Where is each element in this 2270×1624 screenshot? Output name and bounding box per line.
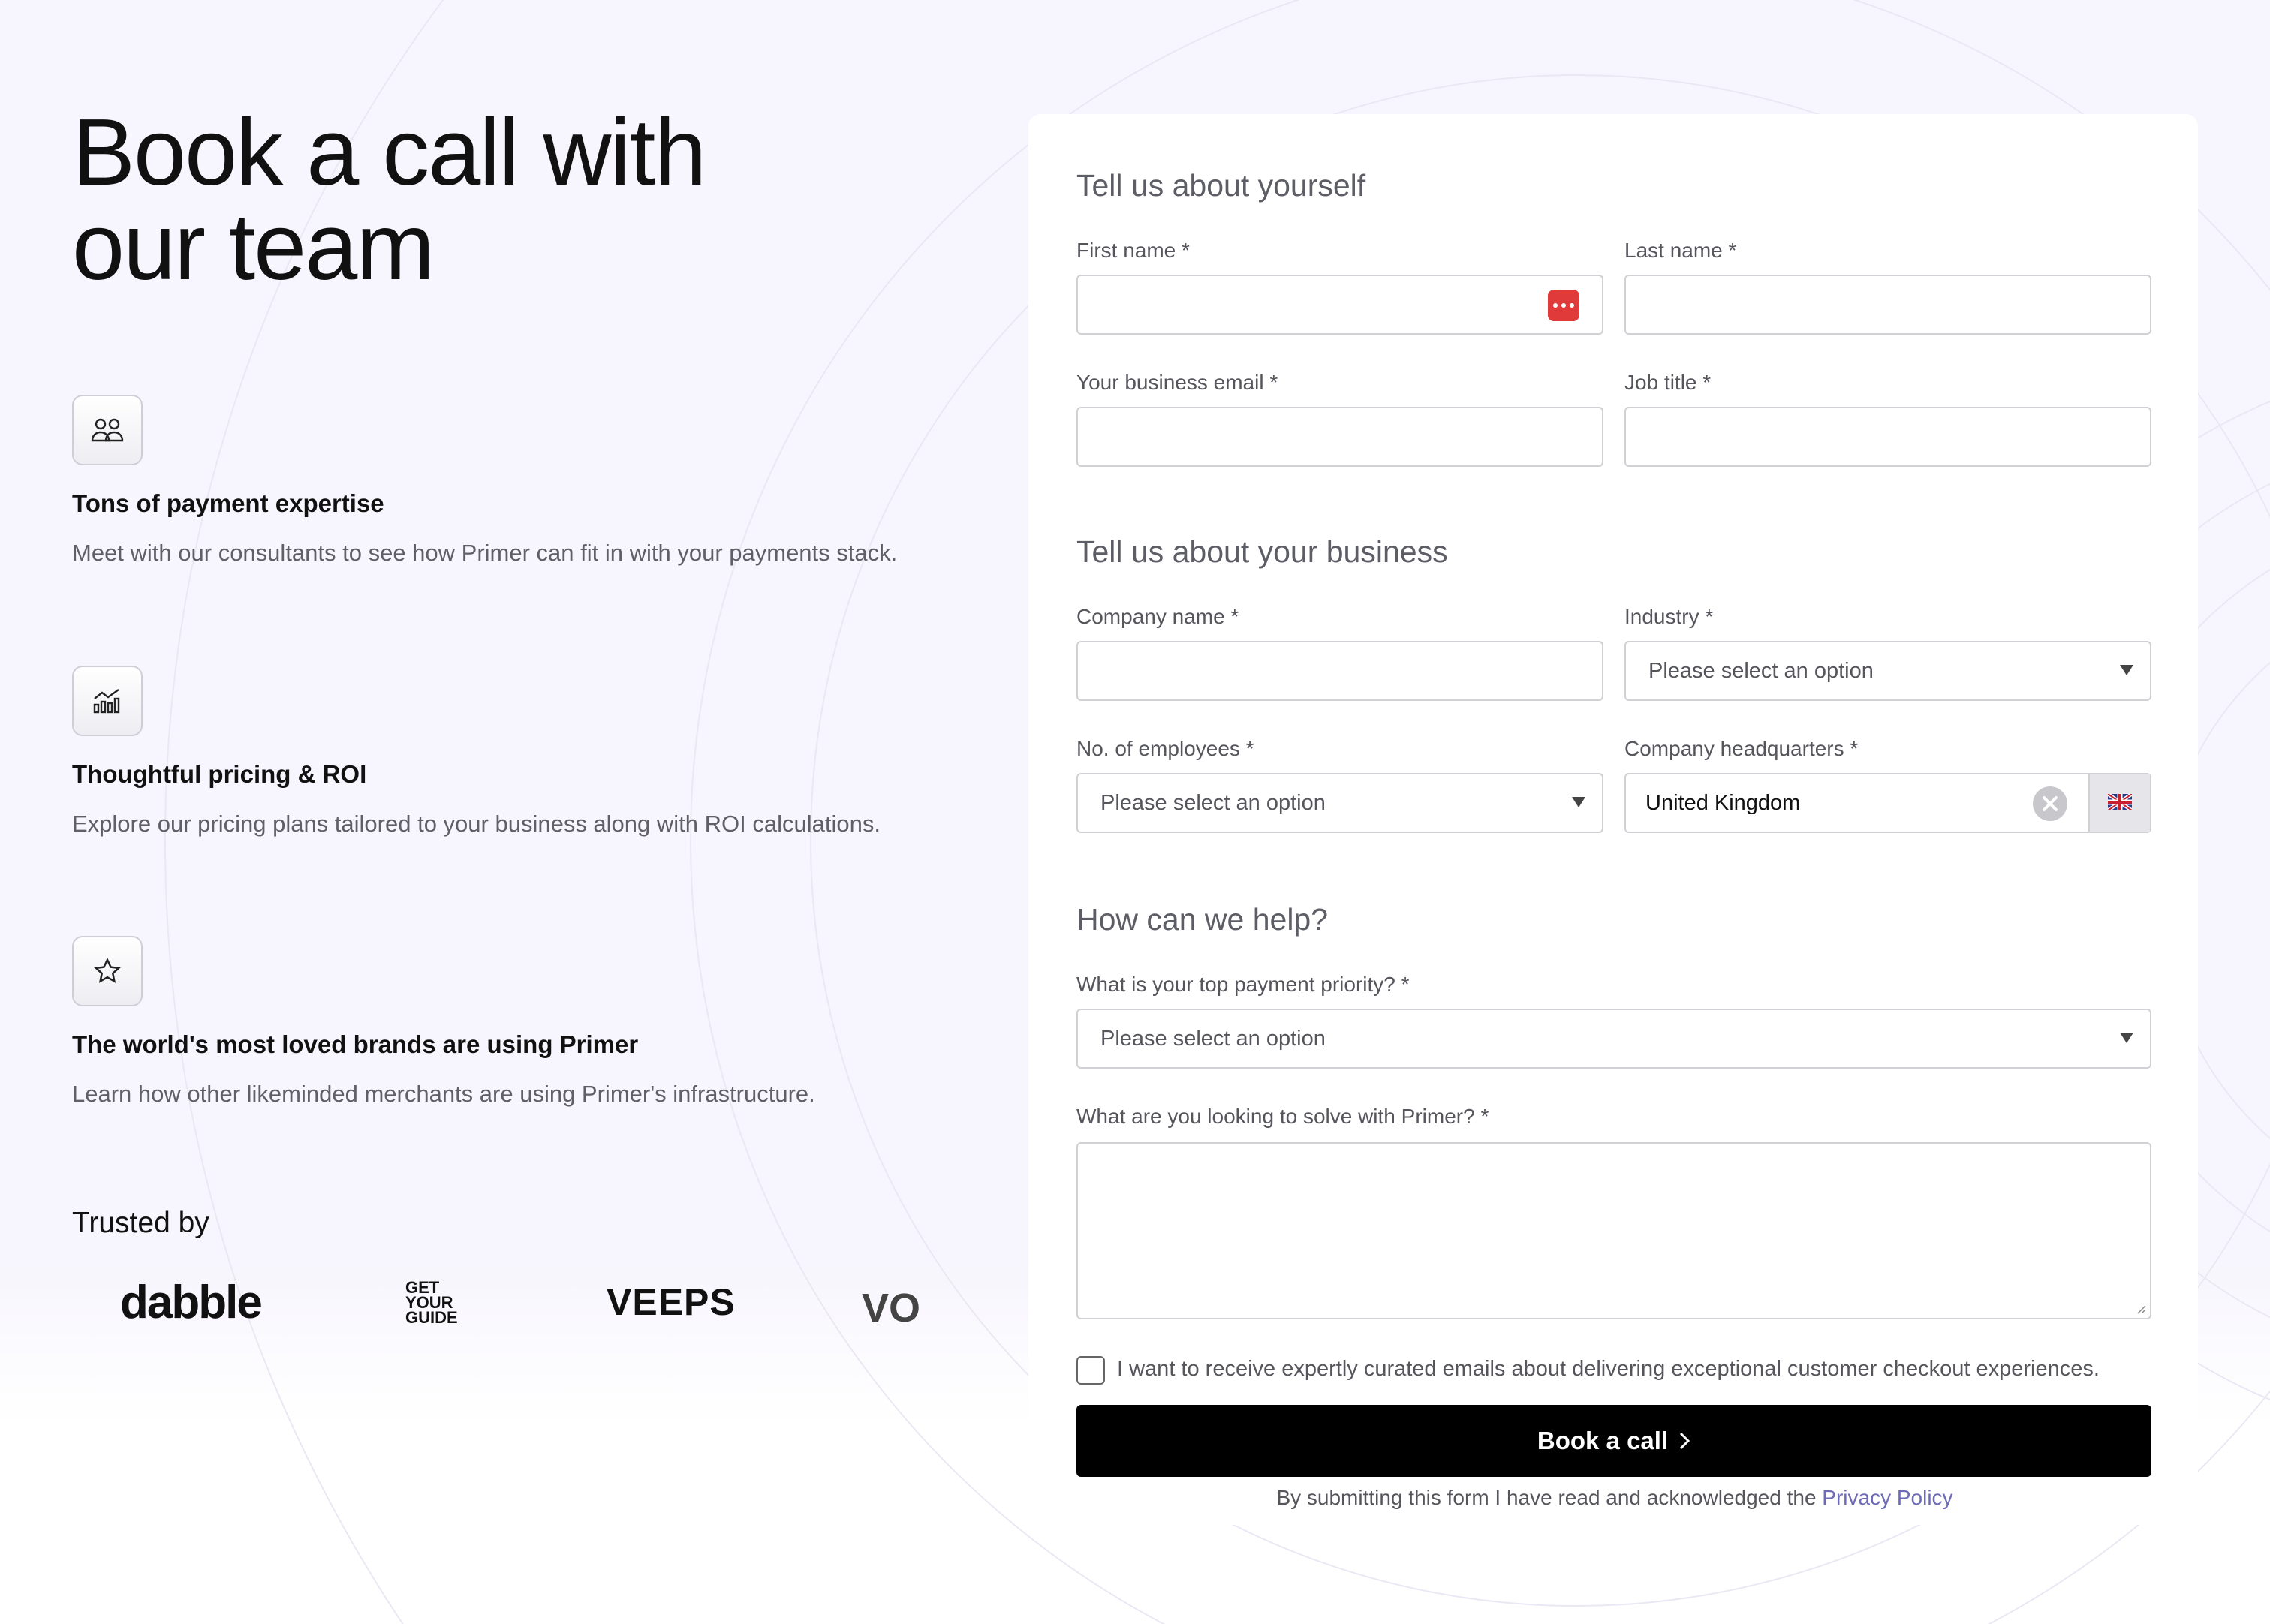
logo-vo: VO [862, 1286, 921, 1331]
feature-title: Thoughtful pricing & ROI [72, 760, 367, 788]
job-title-field[interactable] [1624, 407, 2151, 467]
feature-description: Meet with our consultants to see how Primer can fit in with your payments stack. [72, 540, 898, 566]
industry-select-value: Please select an option [1648, 659, 1874, 683]
logo-veeps: VEEPS [607, 1281, 736, 1323]
feature-expertise [72, 395, 958, 570]
section-title-business: Tell us about your business [1076, 534, 1448, 569]
first-name-label: First name * [1076, 239, 1190, 262]
priority-label: What is your top payment priority? * [1076, 973, 1410, 996]
feature-title: The world's most loved brands are using Primer [72, 1030, 639, 1058]
employees-select[interactable] [1076, 773, 1603, 833]
disclaimer [1076, 1486, 2153, 1510]
resize-handle-icon[interactable] [2135, 1303, 2147, 1315]
first-name-field[interactable] [1076, 275, 1603, 335]
employees-label: No. of employees * [1076, 737, 1254, 760]
chevron-down-icon [1572, 797, 1585, 807]
book-call-button[interactable] [1076, 1405, 2151, 1477]
email-label: Your business email * [1076, 371, 1278, 394]
company-name-field[interactable] [1076, 641, 1603, 701]
job-title-label: Job title * [1624, 371, 1712, 394]
booking-form [1028, 114, 2198, 1525]
hero [72, 99, 928, 299]
company-name-label: Company name * [1076, 605, 1239, 628]
feature-pricing [72, 666, 958, 841]
industry-label: Industry * [1624, 605, 1714, 628]
disclaimer-text: By submitting this form I have read and acknowledged the [1276, 1486, 1823, 1509]
feature-description: Learn how other likeminded merchants are using Primer's infrastructure. [72, 1081, 815, 1107]
trusted-by-heading: Trusted by [72, 1207, 209, 1239]
email-field[interactable] [1076, 407, 1603, 467]
hq-select-value: United Kingdom [1645, 791, 1801, 815]
chevron-down-icon [2120, 665, 2133, 675]
logo-dabble: dabble [120, 1277, 261, 1328]
feature-title: Tons of payment expertise [72, 489, 384, 517]
privacy-policy-link[interactable]: Privacy Policy [1822, 1486, 1953, 1509]
section-title-yourself: Tell us about yourself [1076, 168, 1366, 203]
book-call-button-label: Book a call [1537, 1427, 1669, 1454]
section-title-help: How can we help? [1076, 902, 1329, 937]
flag-toggle[interactable] [2088, 774, 2150, 832]
solve-textarea[interactable] [1076, 1142, 2151, 1319]
feature-description: Explore our pricing plans tailored to your business along with ROI calculations. [72, 810, 881, 837]
chevron-right-icon [1678, 1431, 1690, 1451]
industry-select[interactable] [1624, 641, 2151, 701]
logo-getyourguide: GET YOUR GUIDE [405, 1278, 458, 1327]
trusted-logos [72, 1276, 928, 1351]
page-title [72, 99, 793, 299]
solve-label: What are you looking to solve with Primer? * [1076, 1105, 1489, 1128]
consent-label: I want to receive expertly curated emails about delivering exceptional customer checkout experiences. [1117, 1357, 2100, 1381]
consent-checkbox[interactable] [1076, 1356, 1105, 1385]
uk-flag-icon [2108, 794, 2132, 810]
users-icon [72, 395, 143, 465]
employees-select-value: Please select an option [1100, 791, 1326, 815]
chevron-down-icon [2120, 1033, 2133, 1043]
page-title-line1: Book a call with [72, 99, 706, 205]
priority-select[interactable] [1076, 1009, 2151, 1069]
hq-label: Company headquarters * [1624, 737, 1859, 760]
password-manager-icon[interactable] [1548, 290, 1579, 321]
star-icon [72, 936, 143, 1006]
feature-brands [72, 936, 958, 1111]
last-name-label: Last name * [1624, 239, 1737, 262]
hq-select[interactable] [1624, 773, 2151, 833]
clear-icon[interactable] [2033, 786, 2067, 821]
chart-icon [72, 666, 143, 736]
last-name-field[interactable] [1624, 275, 2151, 335]
page-title-line2: our team [72, 194, 434, 299]
priority-select-value: Please select an option [1100, 1027, 1326, 1051]
